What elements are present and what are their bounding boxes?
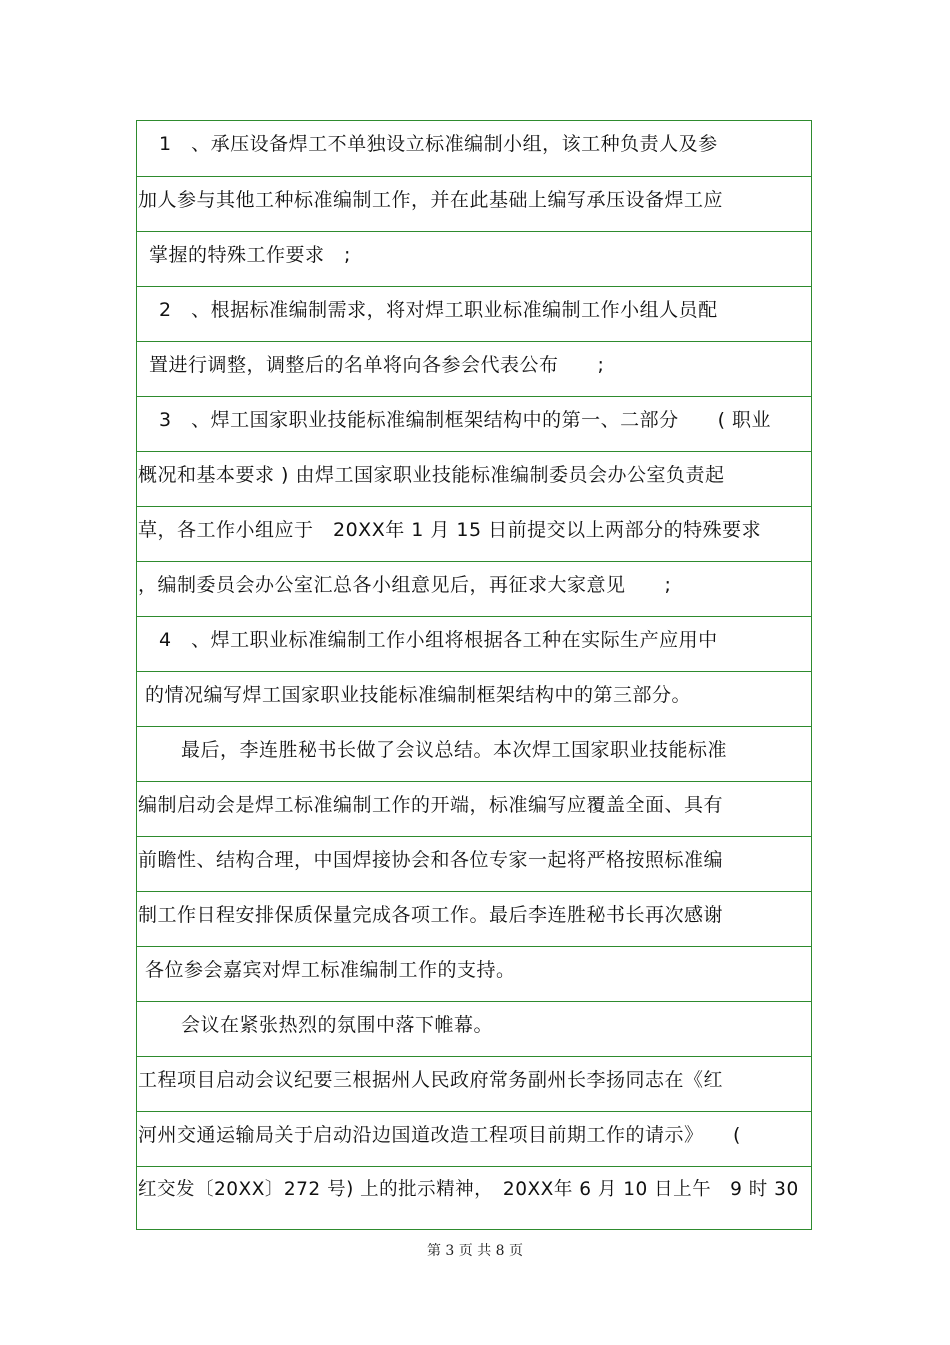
line-text: 概况和基本要求 ) 由焊工国家职业技能标准编制委员会办公室负责起 [138,464,725,486]
line-text: 置进行调整，调整后的名单将向各参会代表公布 ; [149,354,605,376]
document-line [137,836,811,891]
document-line [137,176,811,231]
line-text: 的情况编写焊工国家职业技能标准编制框架结构中的第三部分。 [145,684,692,706]
line-text: 各位参会嘉宾对焊工标准编制工作的支持。 [145,959,516,981]
line-text: 3 、焊工国家职业技能标准编制框架结构中的第一、二部分 ( 职业 [159,409,772,431]
document-line [137,946,811,1001]
line-text: 草，各工作小组应于 20XX年 1 月 15 日前提交以上两部分的特殊要求 [138,519,762,541]
document-line [137,671,811,726]
line-text: 4 、焊工职业标准编制工作小组将根据各工种在实际生产应用中 [159,629,718,651]
document-line [137,506,811,561]
line-text: 红交发〔20XX〕272 号) 上的批示精神， 20XX年 6 月 10 日上午 9 时 30 [138,1179,799,1200]
line-text: 会议在紧张热烈的氛围中落下帷幕。 [181,1014,494,1036]
document-line [137,121,811,176]
document-line [137,726,811,781]
document-line [137,891,811,946]
line-text: ，编制委员会办公室汇总各小组意见后，再征求大家意见 ; [138,574,672,596]
document-line [137,616,811,671]
line-text: 掌握的特殊工作要求 ; [149,244,351,266]
document-line [137,1166,811,1221]
document-line [137,396,811,451]
line-text: 最后，李连胜秘书长做了会议总结。本次焊工国家职业技能标准 [181,739,728,761]
document-line [137,286,811,341]
line-text: 1 、承压设备焊工不单独设立标准编制小组，该工种负责人及参 [159,133,718,155]
page-number: 第 3 页 共 8 页 [426,1243,524,1259]
line-text: 编制启动会是焊工标准编制工作的开端，标准编写应覆盖全面、具有 [138,794,724,816]
document-line [137,1056,811,1111]
line-text: 制工作日程安排保质保量完成各项工作。最后李连胜秘书长再次感谢 [138,904,724,926]
document-line [137,561,811,616]
line-text: 加人参与其他工种标准编制工作，并在此基础上编写承压设备焊工应 [138,189,724,211]
line-text: 2 、根据标准编制需求，将对焊工职业标准编制工作小组人员配 [159,299,718,321]
document-line [137,1111,811,1166]
document-line [137,341,811,396]
line-text: 前瞻性、结构合理，中国焊接协会和各位专家一起将严格按照标准编 [138,849,724,871]
document-line [137,1001,811,1056]
line-text: 河州交通运输局关于启动沿边国道改造工程项目前期工作的请示》 ( [138,1124,741,1146]
document-line [137,781,811,836]
document-line [137,231,811,286]
line-text: 工程项目启动会议纪要三根据州人民政府常务副州长李扬同志在《红 [138,1069,724,1091]
document-frame [136,120,812,1230]
document-line [137,451,811,506]
